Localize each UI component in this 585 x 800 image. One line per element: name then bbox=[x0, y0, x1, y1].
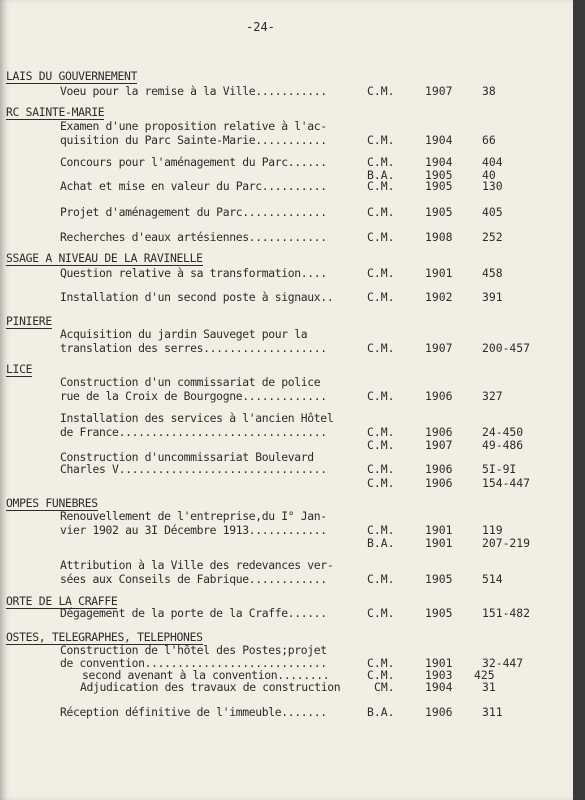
entry-page: 311 bbox=[482, 705, 503, 719]
entry-year: 1905 bbox=[425, 168, 453, 182]
entry-text: Acquisition du jardin Sauveget pour la bbox=[60, 327, 308, 341]
section-heading-porte: ORTE DE LA CRAFFE bbox=[6, 594, 118, 608]
entry-year: 1903 bbox=[425, 668, 453, 682]
section-heading-pompes: OMPES FUNEBRES bbox=[6, 496, 98, 510]
entry-source: C.M. bbox=[367, 341, 395, 355]
entry-page: 32-447 bbox=[482, 656, 524, 670]
entry-text: Construction d'un commissariat de police bbox=[60, 375, 321, 389]
entry-source: C.M. bbox=[367, 656, 395, 670]
entry-year: 1906 bbox=[425, 425, 453, 439]
entry-text: Achat et mise en valeur du Parc.......... bbox=[60, 179, 327, 193]
entry-page: 154-447 bbox=[482, 476, 531, 490]
entry-year: 1904 bbox=[425, 155, 453, 169]
entry-year: 1908 bbox=[425, 230, 453, 244]
entry-text: de convention............................ bbox=[60, 656, 327, 670]
entry-page: 425 bbox=[474, 668, 495, 682]
section-heading-palais: LAIS DU GOUVERNEMENT bbox=[6, 69, 138, 83]
entry-page: 38 bbox=[482, 84, 496, 98]
entry-page: 200-457 bbox=[482, 341, 531, 355]
entry-page: 24-450 bbox=[482, 425, 524, 439]
entry-text: Charles V................................ bbox=[60, 462, 327, 476]
entry-text: Installation des services à l'ancien Hôtel bbox=[60, 411, 334, 425]
entry-text: Dégagement de la porte de la Craffe...... bbox=[60, 606, 327, 620]
entry-text: Réception définitive de l'immeuble....... bbox=[60, 705, 327, 719]
entry-year: 1905 bbox=[425, 205, 453, 219]
entry-text: quisition du Parc Sainte-Marie........... bbox=[60, 133, 327, 147]
entry-source: C.M. bbox=[367, 668, 395, 682]
entry-page: 31 bbox=[482, 680, 496, 694]
entry-text: Construction de l'hôtel des Postes;projet bbox=[60, 643, 327, 657]
entry-year: 1901 bbox=[425, 266, 453, 280]
entry-text: rue de la Croix de Bourgogne............. bbox=[60, 389, 327, 403]
entry-year: 1907 bbox=[425, 341, 453, 355]
entry-page: 458 bbox=[482, 266, 503, 280]
entry-text: Projet d'aménagement du Parc............. bbox=[60, 205, 327, 219]
entry-year: 1904 bbox=[425, 680, 453, 694]
entry-text: Adjudication des travaux de construction bbox=[80, 680, 341, 694]
entry-page: 252 bbox=[482, 230, 503, 244]
entry-year: 1901 bbox=[425, 523, 453, 537]
entry-source: C.M. bbox=[367, 606, 395, 620]
section-heading-passage: SSAGE A NIVEAU DE LA RAVINELLE bbox=[6, 251, 203, 265]
entry-text: de France................................ bbox=[60, 425, 327, 439]
entry-source: C.M. bbox=[367, 155, 395, 169]
entry-year: 1907 bbox=[425, 84, 453, 98]
entry-text: sées aux Conseils de Fabrique............ bbox=[60, 572, 327, 586]
entry-text: Attribution à la Ville des redevances ver- bbox=[60, 558, 334, 572]
entry-text: Question relative à sa transformation.... bbox=[60, 266, 327, 280]
entry-source: C.M. bbox=[367, 179, 395, 193]
entry-year: 1906 bbox=[425, 389, 453, 403]
entry-source: B.A. bbox=[367, 168, 395, 182]
entry-page: 391 bbox=[482, 290, 503, 304]
entry-page: 405 bbox=[482, 205, 503, 219]
entry-source: C.M. bbox=[367, 523, 395, 537]
entry-page: 49-486 bbox=[482, 438, 524, 452]
entry-year: 1904 bbox=[425, 133, 453, 147]
entry-text: Voeu pour la remise à la Ville........... bbox=[60, 84, 327, 98]
entry-source: C.M. bbox=[367, 133, 395, 147]
entry-year: 1905 bbox=[425, 572, 453, 586]
entry-text: Recherches d'eaux artésiennes............ bbox=[60, 230, 327, 244]
entry-text: translation des serres................... bbox=[60, 341, 327, 355]
entry-year: 1902 bbox=[425, 290, 453, 304]
entry-year: 1906 bbox=[425, 705, 453, 719]
section-heading-pepiniere: PINIERE bbox=[6, 314, 52, 328]
entry-source: C.M. bbox=[367, 438, 395, 452]
entry-text: second avenant à la convention........ bbox=[82, 668, 330, 682]
entry-page: 40 bbox=[482, 168, 496, 182]
entry-year: 1905 bbox=[425, 606, 453, 620]
entry-source: B.A. bbox=[367, 536, 395, 550]
entry-source: C.M. bbox=[367, 290, 395, 304]
entry-year: 1901 bbox=[425, 656, 453, 670]
entry-source: C.M. bbox=[367, 389, 395, 403]
entry-source: B.A. bbox=[367, 705, 395, 719]
entry-page: 404 bbox=[482, 155, 503, 169]
entry-year: 1901 bbox=[425, 536, 453, 550]
entry-source: C.M. bbox=[367, 476, 395, 490]
entry-text: Examen d'une proposition relative à l'ac- bbox=[60, 119, 327, 133]
entry-text: Installation d'un second poste à signaux.. bbox=[60, 290, 334, 304]
section-heading-police: LICE bbox=[6, 362, 33, 376]
entry-text: Construction d'uncommissariat Boulevard bbox=[60, 450, 314, 464]
entry-text: vier 1902 au 3I Décembre 1913............ bbox=[60, 523, 327, 537]
entry-page: 119 bbox=[482, 523, 503, 537]
entry-text: Renouvellement de l'entreprise,du I° Jan- bbox=[60, 509, 327, 523]
entry-page: 66 bbox=[482, 133, 496, 147]
entry-year: 1907 bbox=[425, 438, 453, 452]
entry-text: Concours pour l'aménagement du Parc...... bbox=[60, 155, 327, 169]
page-number: -24- bbox=[246, 20, 275, 34]
entry-year: 1906 bbox=[425, 476, 453, 490]
entry-source: C.M. bbox=[367, 230, 395, 244]
entry-source: C.M. bbox=[367, 205, 395, 219]
entry-source: C.M. bbox=[367, 84, 395, 98]
entry-page: 151-482 bbox=[482, 606, 531, 620]
entry-page: 130 bbox=[482, 179, 503, 193]
section-heading-parc: RC SAINTE-MARIE bbox=[6, 105, 105, 119]
entry-page: 327 bbox=[482, 389, 503, 403]
entry-source: CM. bbox=[374, 680, 395, 694]
section-heading-postes: OSTES, TELEGRAPHES, TELEPHONES bbox=[6, 630, 203, 644]
entry-source: C.M. bbox=[367, 425, 395, 439]
entry-source: C.M. bbox=[367, 266, 395, 280]
entry-page: 5I-9I bbox=[482, 462, 517, 476]
entry-source: C.M. bbox=[367, 462, 395, 476]
entry-year: 1905 bbox=[425, 179, 453, 193]
entry-page: 207-219 bbox=[482, 536, 531, 550]
entry-page: 514 bbox=[482, 572, 503, 586]
entry-year: 1906 bbox=[425, 462, 453, 476]
entry-source: C.M. bbox=[367, 572, 395, 586]
